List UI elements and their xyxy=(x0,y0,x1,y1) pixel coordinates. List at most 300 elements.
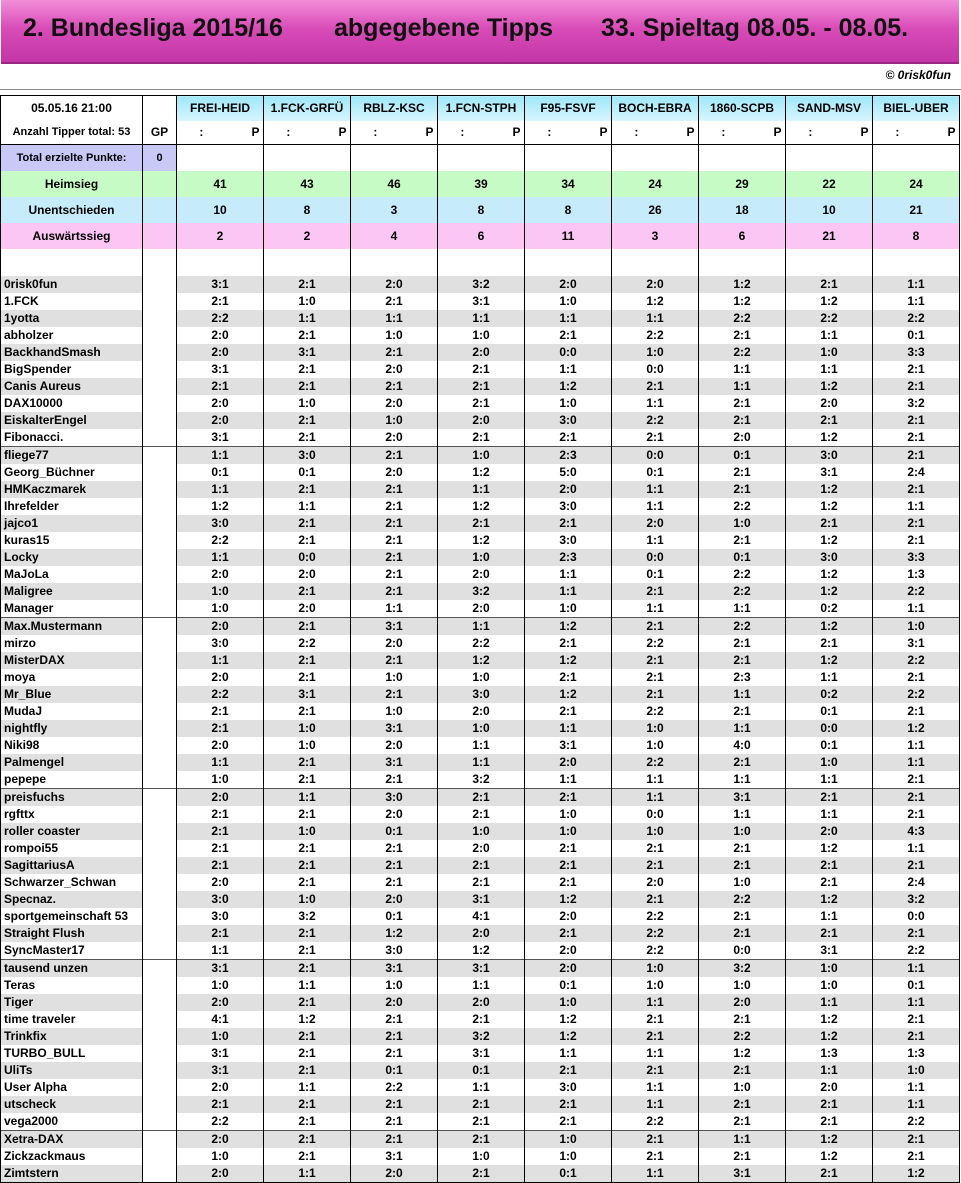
stats-gp-cell xyxy=(143,171,177,197)
stats-value: 26 xyxy=(612,197,699,223)
tip-cell: 2:1 xyxy=(786,276,873,293)
player-name: SagittariusA xyxy=(1,857,143,874)
colon-label: : xyxy=(634,125,639,140)
tip-cell: 2:0 xyxy=(177,994,264,1011)
tip-cell: 2:1 xyxy=(177,840,264,857)
tip-cell: 1:3 xyxy=(873,566,960,583)
tip-cell: 1:0 xyxy=(786,754,873,771)
player-name: Maligree xyxy=(1,583,143,600)
tip-cell: 2:1 xyxy=(873,806,960,823)
tip-cell: 2:0 xyxy=(264,600,351,618)
tip-cell: 2:2 xyxy=(699,583,786,600)
tip-cell: 2:1 xyxy=(873,925,960,942)
tip-cell: 2:0 xyxy=(177,669,264,686)
tip-cell: 2:1 xyxy=(612,1011,699,1028)
tip-cell: 2:1 xyxy=(264,532,351,549)
player-name: rgfttx xyxy=(1,806,143,823)
tip-cell: 3:1 xyxy=(351,617,438,635)
player-name: Mr_Blue xyxy=(1,686,143,703)
tip-cell: 1:0 xyxy=(177,1148,264,1165)
tip-cell: 2:2 xyxy=(699,566,786,583)
colon-label: : xyxy=(895,125,900,140)
player-name: Zimtstern xyxy=(1,1165,143,1183)
tip-cell: 2:1 xyxy=(177,857,264,874)
stats-value: 29 xyxy=(699,171,786,197)
tip-cell: 2:4 xyxy=(873,874,960,891)
tip-cell: 2:1 xyxy=(177,925,264,942)
tip-cell: 1:0 xyxy=(699,823,786,840)
stats-value: 41 xyxy=(177,171,264,197)
tip-cell: 2:1 xyxy=(351,1011,438,1028)
tip-cell: 2:2 xyxy=(612,412,699,429)
tip-cell: 1:1 xyxy=(699,378,786,395)
tip-cell: 3:3 xyxy=(873,549,960,566)
player-name: HMKaczmarek xyxy=(1,481,143,498)
tip-cell: 1:2 xyxy=(786,1130,873,1148)
colon-label: : xyxy=(547,125,552,140)
tip-cell: 1:1 xyxy=(351,600,438,618)
tip-cell: 4:3 xyxy=(873,823,960,840)
tip-cell: 2:1 xyxy=(264,276,351,293)
tip-cell: 2:0 xyxy=(525,908,612,925)
tip-cell: 1:0 xyxy=(699,874,786,891)
tip-cell: 1:1 xyxy=(525,310,612,327)
tip-cell: 2:2 xyxy=(438,635,525,652)
tip-cell: 2:1 xyxy=(351,566,438,583)
tip-cell: 2:1 xyxy=(699,652,786,669)
player-name: abholzer xyxy=(1,327,143,344)
player-row xyxy=(1,549,960,566)
tip-cell: 2:1 xyxy=(351,344,438,361)
tip-cell: 2:1 xyxy=(351,549,438,566)
tip-cell: 1:2 xyxy=(786,498,873,515)
tip-cell: 1:2 xyxy=(786,378,873,395)
tip-cell: 3:0 xyxy=(351,942,438,960)
tip-cell: 2:1 xyxy=(786,874,873,891)
tip-cell: 1:0 xyxy=(351,327,438,344)
player-gp xyxy=(143,600,177,618)
tip-cell: 2:1 xyxy=(873,1028,960,1045)
tip-cell: 1:0 xyxy=(525,1130,612,1148)
tip-cell: 2:1 xyxy=(612,1062,699,1079)
tip-cell: 2:0 xyxy=(525,754,612,771)
stats-row xyxy=(1,223,960,249)
tip-cell: 2:0 xyxy=(438,840,525,857)
tip-cell: 2:1 xyxy=(612,652,699,669)
tip-cell: 2:1 xyxy=(264,1113,351,1131)
tip-cell: 2:1 xyxy=(525,840,612,857)
tip-cell: 3:1 xyxy=(351,754,438,771)
tip-cell: 2:1 xyxy=(351,686,438,703)
player-name: Niki98 xyxy=(1,737,143,754)
team-header: 1.FCK-GRFÜ xyxy=(264,96,351,121)
tip-cell: 2:1 xyxy=(438,378,525,395)
tip-cell: 4:1 xyxy=(177,1011,264,1028)
player-gp xyxy=(143,293,177,310)
tip-cell: 2:3 xyxy=(699,669,786,686)
tip-cell: 1:1 xyxy=(873,1096,960,1113)
tip-cell: 2:2 xyxy=(873,1113,960,1131)
tip-cell: 2:1 xyxy=(612,857,699,874)
tip-cell: 1:1 xyxy=(612,1079,699,1096)
tip-cell: 3:0 xyxy=(438,686,525,703)
tip-cell: 3:1 xyxy=(177,959,264,977)
stats-value: 8 xyxy=(525,197,612,223)
tip-cell: 3:1 xyxy=(699,788,786,806)
tip-cell: 0:1 xyxy=(264,464,351,481)
tip-cell: 1:1 xyxy=(438,617,525,635)
tip-cell: 2:1 xyxy=(873,412,960,429)
tip-cell: 1:0 xyxy=(786,959,873,977)
tip-cell: 1:1 xyxy=(612,1096,699,1113)
tip-cell: 2:1 xyxy=(264,1096,351,1113)
tip-cell: 2:0 xyxy=(177,1165,264,1183)
tip-cell: 1:0 xyxy=(177,600,264,618)
tip-cell: 2:1 xyxy=(525,635,612,652)
colon-p-cell xyxy=(438,121,525,145)
colon-p-cell xyxy=(612,121,699,145)
team-header: BIEL-UBER xyxy=(873,96,960,121)
tip-cell: 2:1 xyxy=(525,788,612,806)
tip-cell: 1:2 xyxy=(438,652,525,669)
tip-cell: 1:1 xyxy=(177,446,264,464)
tip-cell: 2:1 xyxy=(438,806,525,823)
tip-cell: 1:0 xyxy=(699,1079,786,1096)
tip-cell: 2:1 xyxy=(873,1130,960,1148)
tip-cell: 1:0 xyxy=(786,977,873,994)
tip-cell: 2:2 xyxy=(612,635,699,652)
tip-cell: 2:1 xyxy=(699,464,786,481)
tip-cell: 2:1 xyxy=(786,635,873,652)
player-gp xyxy=(143,361,177,378)
stats-value: 18 xyxy=(699,197,786,223)
points-label: P xyxy=(425,125,434,140)
tip-cell: 1:2 xyxy=(786,617,873,635)
tip-cell: 2:2 xyxy=(612,1113,699,1131)
tip-cell: 2:1 xyxy=(525,1113,612,1131)
tip-cell: 1:1 xyxy=(612,788,699,806)
tip-cell: 2:2 xyxy=(177,1113,264,1131)
tip-cell: 1:0 xyxy=(525,600,612,618)
tip-cell: 2:1 xyxy=(351,446,438,464)
tip-cell: 2:2 xyxy=(612,942,699,960)
tip-cell: 1:2 xyxy=(699,276,786,293)
tip-cell: 2:1 xyxy=(699,840,786,857)
spacer-row xyxy=(1,249,960,276)
tip-cell: 3:1 xyxy=(177,1062,264,1079)
tip-cell: 2:1 xyxy=(438,788,525,806)
tip-cell: 2:1 xyxy=(699,481,786,498)
stats-value: 22 xyxy=(786,171,873,197)
player-row xyxy=(1,617,960,635)
tip-cell: 3:1 xyxy=(438,891,525,908)
player-name: DAX10000 xyxy=(1,395,143,412)
player-row xyxy=(1,429,960,447)
stats-value: 8 xyxy=(438,197,525,223)
tip-cell: 1:0 xyxy=(264,823,351,840)
tip-cell: 2:1 xyxy=(612,686,699,703)
tip-cell: 0:1 xyxy=(525,977,612,994)
datetime-cell: 05.05.16 21:00 xyxy=(1,96,143,121)
tip-cell: 2:1 xyxy=(525,857,612,874)
player-gp xyxy=(143,994,177,1011)
tip-cell: 2:1 xyxy=(264,1148,351,1165)
tip-cell: 2:0 xyxy=(351,361,438,378)
tip-cell: 2:1 xyxy=(438,857,525,874)
player-gp xyxy=(143,395,177,412)
tip-cell: 2:1 xyxy=(525,327,612,344)
player-gp xyxy=(143,891,177,908)
tip-cell: 2:1 xyxy=(525,1062,612,1079)
tip-cell: 1:2 xyxy=(438,532,525,549)
player-gp xyxy=(143,1045,177,1062)
player-name: Manager xyxy=(1,600,143,618)
tip-cell: 2:1 xyxy=(177,378,264,395)
tip-cell: 2:1 xyxy=(786,857,873,874)
tip-cell: 2:1 xyxy=(699,925,786,942)
tip-cell: 1:1 xyxy=(612,1045,699,1062)
gp-spacer xyxy=(143,96,177,121)
tip-cell: 1:2 xyxy=(438,942,525,960)
tip-cell: 0:1 xyxy=(177,464,264,481)
stats-value: 2 xyxy=(264,223,351,249)
tip-cell: 0:1 xyxy=(699,549,786,566)
player-row xyxy=(1,1130,960,1148)
player-row xyxy=(1,1079,960,1096)
tip-cell: 2:2 xyxy=(612,327,699,344)
player-gp xyxy=(143,310,177,327)
tip-cell: 1:2 xyxy=(873,720,960,737)
tip-cell: 2:0 xyxy=(612,874,699,891)
tip-cell: 0:0 xyxy=(699,942,786,960)
tip-cell: 1:0 xyxy=(525,1148,612,1165)
tip-cell: 1:1 xyxy=(612,600,699,618)
tip-cell: 1:0 xyxy=(438,1148,525,1165)
tip-cell: 1:1 xyxy=(873,959,960,977)
player-gp xyxy=(143,1148,177,1165)
tip-cell: 1:1 xyxy=(177,754,264,771)
empty-cell xyxy=(786,145,873,171)
tip-cell: 2:0 xyxy=(177,1079,264,1096)
player-row xyxy=(1,874,960,891)
player-gp xyxy=(143,1130,177,1148)
tip-cell: 2:1 xyxy=(873,771,960,789)
tip-cell: 1:1 xyxy=(873,737,960,754)
player-gp xyxy=(143,977,177,994)
tip-cell: 2:1 xyxy=(873,1148,960,1165)
tip-cell: 1:0 xyxy=(873,1062,960,1079)
tip-cell: 3:2 xyxy=(264,908,351,925)
player-row xyxy=(1,464,960,481)
spacer-cell xyxy=(351,249,438,276)
colon-p-cell xyxy=(699,121,786,145)
tip-cell: 0:0 xyxy=(612,806,699,823)
stats-value: 6 xyxy=(699,223,786,249)
player-name: User Alpha xyxy=(1,1079,143,1096)
empty-cell xyxy=(438,145,525,171)
tip-cell: 2:1 xyxy=(264,669,351,686)
tip-cell: 0:1 xyxy=(351,908,438,925)
tip-cell: 2:1 xyxy=(873,669,960,686)
tip-cell: 3:2 xyxy=(438,276,525,293)
player-name: 0risk0fun xyxy=(1,276,143,293)
stats-value: 11 xyxy=(525,223,612,249)
player-row xyxy=(1,327,960,344)
total-points-value: 0 xyxy=(143,145,177,171)
tip-cell: 1:2 xyxy=(351,925,438,942)
tip-cell: 3:1 xyxy=(177,276,264,293)
tip-cell: 1:0 xyxy=(177,1028,264,1045)
player-name: EiskalterEngel xyxy=(1,412,143,429)
tips-subtitle: abgegebene Tipps xyxy=(334,14,554,42)
player-name: rompoi55 xyxy=(1,840,143,857)
stats-value: 8 xyxy=(873,223,960,249)
tip-cell: 2:1 xyxy=(177,806,264,823)
player-row xyxy=(1,412,960,429)
stats-value: 43 xyxy=(264,171,351,197)
player-name: utscheck xyxy=(1,1096,143,1113)
tip-cell: 2:1 xyxy=(699,635,786,652)
tip-cell: 1:0 xyxy=(612,959,699,977)
stats-value: 8 xyxy=(264,197,351,223)
empty-cell xyxy=(177,145,264,171)
stats-value: 4 xyxy=(351,223,438,249)
tip-cell: 1:1 xyxy=(873,1079,960,1096)
tip-cell: 1:0 xyxy=(351,412,438,429)
tip-cell: 0:0 xyxy=(873,908,960,925)
player-row xyxy=(1,703,960,720)
tip-cell: 2:0 xyxy=(438,600,525,618)
tip-cell: 2:0 xyxy=(699,994,786,1011)
colon-label: : xyxy=(721,125,726,140)
tip-cell: 2:1 xyxy=(438,1011,525,1028)
spacer-cell xyxy=(525,249,612,276)
tip-cell: 2:1 xyxy=(873,446,960,464)
player-row xyxy=(1,806,960,823)
player-name: jajco1 xyxy=(1,515,143,532)
tip-cell: 2:4 xyxy=(873,464,960,481)
tip-cell: 3:1 xyxy=(438,1045,525,1062)
player-name: Tiger xyxy=(1,994,143,1011)
tip-cell: 1:0 xyxy=(612,977,699,994)
tip-cell: 1:1 xyxy=(873,498,960,515)
tip-cell: 2:0 xyxy=(438,566,525,583)
tip-cell: 1:1 xyxy=(873,840,960,857)
tip-cell: 0:2 xyxy=(786,600,873,618)
tip-cell: 2:1 xyxy=(873,1011,960,1028)
tip-cell: 1:1 xyxy=(786,806,873,823)
empty-cell xyxy=(525,145,612,171)
stats-value: 2 xyxy=(177,223,264,249)
tip-cell: 2:0 xyxy=(177,566,264,583)
tipper-total: Anzahl Tipper total: 53 xyxy=(1,121,143,145)
player-gp xyxy=(143,515,177,532)
tip-cell: 2:1 xyxy=(699,327,786,344)
tip-cell: 0:1 xyxy=(351,1062,438,1079)
player-name: nightfly xyxy=(1,720,143,737)
tip-cell: 2:1 xyxy=(177,703,264,720)
tip-cell: 3:1 xyxy=(786,464,873,481)
tip-cell: 1:1 xyxy=(612,498,699,515)
player-gp xyxy=(143,1079,177,1096)
empty-cell xyxy=(264,145,351,171)
tip-cell: 0:0 xyxy=(525,344,612,361)
player-name: MudaJ xyxy=(1,703,143,720)
player-gp xyxy=(143,549,177,566)
stats-value: 24 xyxy=(873,171,960,197)
player-name: sportgemeinschaft 53 xyxy=(1,908,143,925)
tip-cell: 2:1 xyxy=(351,1130,438,1148)
tip-cell: 1:0 xyxy=(612,344,699,361)
player-row xyxy=(1,977,960,994)
tip-cell: 2:1 xyxy=(177,1096,264,1113)
tip-cell: 3:1 xyxy=(351,959,438,977)
tip-cell: 2:0 xyxy=(351,276,438,293)
tip-cell: 1:0 xyxy=(351,703,438,720)
tip-cell: 2:1 xyxy=(264,959,351,977)
tip-cell: 1:0 xyxy=(264,737,351,754)
tip-cell: 2:1 xyxy=(438,429,525,447)
stats-row xyxy=(1,171,960,197)
stats-value: 21 xyxy=(873,197,960,223)
tip-cell: 1:1 xyxy=(351,310,438,327)
player-row xyxy=(1,788,960,806)
tip-cell: 1:3 xyxy=(786,1045,873,1062)
tip-cell: 1:2 xyxy=(525,1011,612,1028)
tip-cell: 2:1 xyxy=(264,994,351,1011)
player-name: Georg_Büchner xyxy=(1,464,143,481)
tip-cell: 1:1 xyxy=(873,276,960,293)
player-name: UliTs xyxy=(1,1062,143,1079)
stats-value: 34 xyxy=(525,171,612,197)
player-gp xyxy=(143,481,177,498)
tip-cell: 2:1 xyxy=(264,1062,351,1079)
player-gp xyxy=(143,652,177,669)
player-name: preisfuchs xyxy=(1,788,143,806)
player-name: tausend unzen xyxy=(1,959,143,977)
tip-cell: 3:2 xyxy=(699,959,786,977)
tips-table xyxy=(0,95,960,1183)
tip-cell: 2:1 xyxy=(264,771,351,789)
player-gp xyxy=(143,566,177,583)
player-name: Xetra-DAX xyxy=(1,1130,143,1148)
player-row xyxy=(1,1096,960,1113)
tip-cell: 1:2 xyxy=(525,652,612,669)
tip-cell: 2:1 xyxy=(525,669,612,686)
tip-cell: 2:0 xyxy=(351,395,438,412)
copyright-note: © 0risk0fun xyxy=(885,68,951,82)
tip-cell: 2:0 xyxy=(177,327,264,344)
points-label: P xyxy=(860,125,869,140)
tip-cell: 0:1 xyxy=(873,327,960,344)
player-row xyxy=(1,515,960,532)
tip-cell: 1:0 xyxy=(786,344,873,361)
player-gp xyxy=(143,840,177,857)
tip-cell: 2:1 xyxy=(177,823,264,840)
tip-cell: 1:1 xyxy=(873,293,960,310)
spacer-cell xyxy=(177,249,264,276)
tip-cell: 2:1 xyxy=(873,703,960,720)
colon-p-cell xyxy=(177,121,264,145)
player-row xyxy=(1,652,960,669)
tip-cell: 2:1 xyxy=(351,1028,438,1045)
tip-cell: 1:2 xyxy=(438,498,525,515)
player-row xyxy=(1,276,960,293)
subheader-row xyxy=(1,121,960,145)
player-row xyxy=(1,771,960,789)
tip-cell: 1:0 xyxy=(525,293,612,310)
player-row xyxy=(1,395,960,412)
